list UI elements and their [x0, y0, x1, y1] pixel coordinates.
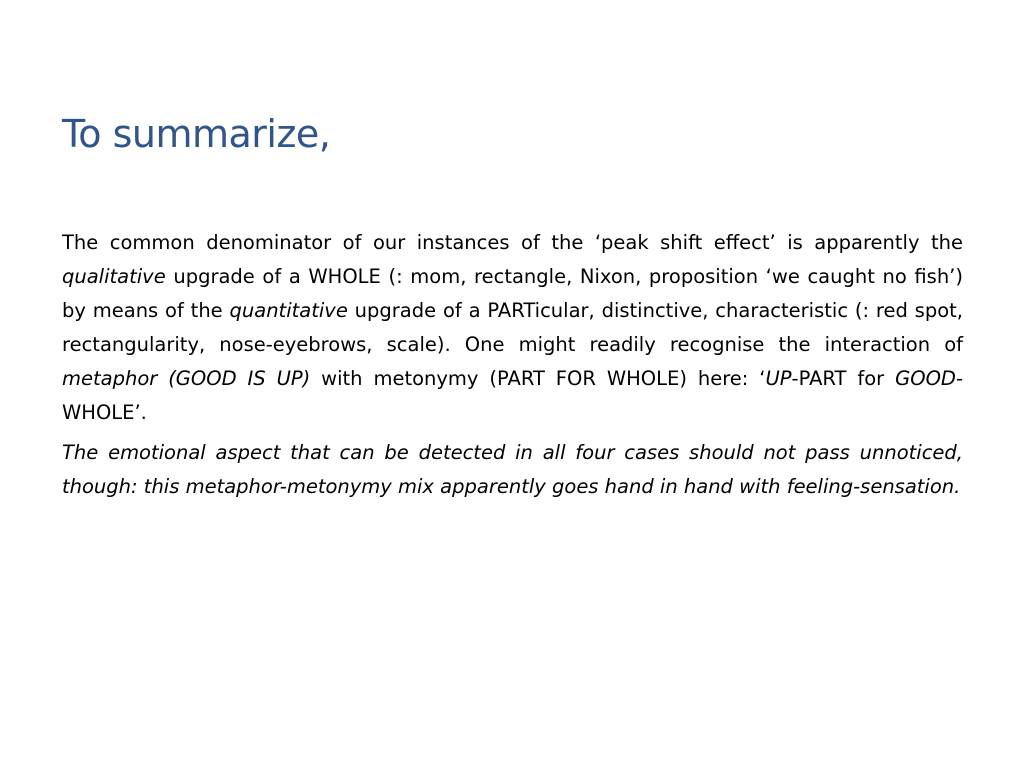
paragraph-1-text-2: upgrade of a WHOLE (: mom, rectangle, Nixon, proposition ‘we caught no fish’) by means of the	[62, 265, 963, 322]
qualitative-emphasis: qualitative	[62, 265, 166, 288]
slide-body	[62, 226, 963, 504]
up-emphasis: UP	[765, 367, 792, 390]
paragraph-1-text-6: -WHOLE’.	[62, 367, 963, 424]
slide-title: To summarize,	[62, 112, 331, 156]
metaphor-emphasis: metaphor (GOOD IS UP)	[62, 367, 311, 390]
paragraph-1-text-5: -PART for	[791, 367, 896, 390]
body-paragraph-1	[62, 226, 963, 430]
paragraph-1-text-4: with metonymy (PART FOR WHOLE) here: ‘	[310, 367, 766, 390]
good-emphasis: GOOD	[895, 367, 956, 390]
paragraph-1-text-3: upgrade of a PARTicular, distinctive, characteristic (: red spot, rectangularity, nose-eyebrows, scale). One might readily recognise the interaction of	[62, 299, 963, 356]
quantitative-emphasis: quantitative	[229, 299, 348, 322]
paragraph-1-text-1: The common denominator of our instances of the ‘peak shift effect’ is apparently the	[62, 231, 963, 254]
body-paragraph-2: The emotional aspect that can be detected in all four cases should not pass unnoticed, though: this metaphor-metonymy mix apparently goes hand in hand with feeling-sensation.	[62, 441, 963, 498]
